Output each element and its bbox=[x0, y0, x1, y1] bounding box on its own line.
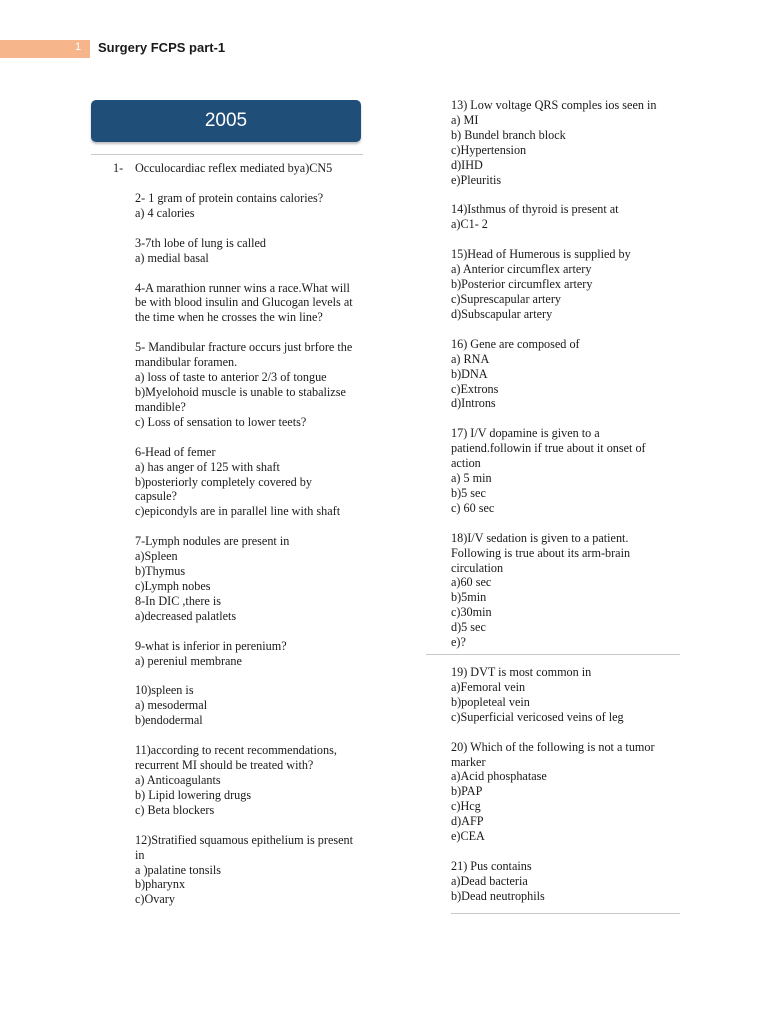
question-text: 9-what is inferior in perenium? bbox=[135, 638, 287, 653]
question-line: the time when he crosses the win line? bbox=[135, 310, 323, 325]
question-line: c)Extrons bbox=[451, 381, 499, 396]
question-text: 10)spleen is bbox=[135, 683, 194, 698]
question-text: 12)Stratified squamous epithelium is present bbox=[135, 832, 353, 847]
question-text: 18)I/V sedation is given to a patient. bbox=[451, 530, 629, 545]
question-text: 17) I/V dopamine is given to a bbox=[451, 426, 600, 441]
question-text: 20) Which of the following is not a tumor bbox=[451, 739, 655, 754]
document-title: Surgery FCPS part-1 bbox=[98, 40, 226, 55]
question-text: 7-Lymph nodules are present in bbox=[135, 534, 290, 549]
question-line: a) mesodermal bbox=[135, 698, 208, 713]
question-line: be with blood insulin and Glucogan levels at bbox=[135, 295, 353, 310]
question-line: a)60 sec bbox=[451, 575, 492, 590]
question-block bbox=[451, 247, 686, 322]
question-line: a) MI bbox=[451, 112, 479, 127]
question-text: 4-A marathion runner wins a race.What will bbox=[135, 280, 350, 295]
question-line: in bbox=[135, 847, 145, 862]
question-line: c)Lymph nobes bbox=[135, 578, 211, 593]
question-line: c) 60 sec bbox=[451, 500, 495, 515]
question-block bbox=[135, 236, 380, 266]
question-line: b)Posterior circumflex artery bbox=[451, 277, 593, 292]
question-line: c) Loss of sensation to lower teets? bbox=[135, 414, 307, 429]
question-line: marker bbox=[451, 754, 486, 769]
question-line: recurrent MI should be treated with? bbox=[135, 758, 314, 773]
question-line: b)PAP bbox=[451, 784, 483, 799]
question-line: c)30min bbox=[451, 605, 492, 620]
question-text: 19) DVT is most common in bbox=[451, 665, 592, 679]
question-line: a) RNA bbox=[451, 351, 490, 366]
question-block bbox=[135, 639, 380, 669]
question-line: a)decreased palatlets bbox=[135, 608, 237, 623]
question-line: d)IHD bbox=[451, 157, 483, 172]
question-line: e)CEA bbox=[451, 829, 485, 844]
question-text: 5- Mandibular fracture occurs just brfore the bbox=[135, 340, 353, 355]
question-line: mandibular foramen. bbox=[135, 355, 238, 370]
question-text: 13) Low voltage QRS comples ios seen in bbox=[451, 98, 657, 112]
question-line: c)Superficial vericosed veins of leg bbox=[451, 709, 624, 724]
question-line: d)Subscapular artery bbox=[451, 306, 553, 321]
left-question-column bbox=[113, 161, 380, 922]
question-line: b)5 sec bbox=[451, 485, 486, 500]
question-line: 8-In DIC ,there is bbox=[135, 593, 221, 608]
question-text: Occulocardiac reflex mediated bya)CN5 bbox=[135, 161, 333, 175]
question-line: e)Pleuritis bbox=[451, 172, 502, 187]
question-line: b) Lipid lowering drugs bbox=[135, 787, 252, 802]
question-block bbox=[135, 683, 380, 728]
question-text: 21) Pus contains bbox=[451, 858, 532, 873]
question-line: capsule? bbox=[135, 489, 177, 504]
question-line: a) 4 calories bbox=[135, 205, 195, 220]
question-line: d)5 sec bbox=[451, 620, 486, 635]
question-block bbox=[451, 665, 686, 725]
question-text: 3-7th lobe of lung is called bbox=[135, 235, 266, 250]
question-line: a)Femoral vein bbox=[451, 679, 526, 694]
question-line: b)pharynx bbox=[135, 877, 186, 892]
question-block bbox=[113, 161, 380, 176]
question-block bbox=[135, 191, 380, 221]
question-block bbox=[135, 340, 380, 429]
question-line: c) Beta blockers bbox=[135, 802, 215, 817]
question-text: 16) Gene are composed of bbox=[451, 336, 580, 351]
question-line: e)? bbox=[451, 635, 466, 650]
question-block bbox=[451, 740, 686, 844]
question-line: patiend.followin if true about it onset of bbox=[451, 441, 646, 456]
question-line: a) loss of taste to anterior 2/3 of tongue bbox=[135, 370, 327, 385]
question-line: action bbox=[451, 456, 481, 471]
question-text: 14)Isthmus of thyroid is present at bbox=[451, 202, 619, 217]
question-line: a)Dead bacteria bbox=[451, 873, 528, 888]
question-line: b)popleteal vein bbox=[451, 694, 530, 709]
question-line: a) medial basal bbox=[135, 250, 209, 265]
question-line: a )palatine tonsils bbox=[135, 862, 221, 877]
question-line: b)endodermal bbox=[135, 713, 203, 728]
question-block bbox=[451, 98, 686, 187]
question-line: a) has anger of 125 with shaft bbox=[135, 459, 280, 474]
question-block bbox=[451, 531, 686, 650]
question-block bbox=[135, 281, 380, 326]
question-line: a)Spleen bbox=[135, 549, 178, 564]
question-text: 11)according to recent recommendations, bbox=[135, 743, 337, 758]
question-line: b)5min bbox=[451, 590, 487, 605]
question-line: Following is true about its arm-brain bbox=[451, 545, 631, 560]
question-line: circulation bbox=[451, 560, 504, 575]
question-block bbox=[135, 534, 380, 623]
question-line: a) Anterior circumflex artery bbox=[451, 262, 592, 277]
question-line: a) 5 min bbox=[451, 471, 492, 486]
question-line: c)epicondyls are in parallel line with shaft bbox=[135, 504, 341, 519]
question-line: c)Ovary bbox=[135, 892, 175, 907]
year-heading: 2005 bbox=[204, 110, 248, 131]
question-block bbox=[135, 743, 380, 818]
question-line: d)Introns bbox=[451, 396, 496, 411]
question-line: b)DNA bbox=[451, 366, 488, 381]
question-block bbox=[451, 859, 686, 904]
question-text: 2- 1 gram of protein contains calories? bbox=[135, 190, 324, 205]
question-line: b)Myelohoid muscle is unable to stabalizse bbox=[135, 384, 346, 399]
question-block bbox=[451, 426, 686, 515]
right-question-column bbox=[451, 98, 686, 919]
question-line: c)Suprescapular artery bbox=[451, 291, 561, 306]
question-line: b) Bundel branch block bbox=[451, 127, 566, 142]
question-line: b)Dead neutrophils bbox=[451, 888, 545, 903]
question-line: c)Hcg bbox=[451, 799, 481, 814]
question-line: a)C1- 2 bbox=[451, 217, 488, 232]
question-block bbox=[135, 833, 380, 908]
question-line: a)Acid phosphatase bbox=[451, 769, 547, 784]
question-line: mandible? bbox=[135, 399, 186, 414]
question-line: c)Hypertension bbox=[451, 142, 527, 157]
question-text: 6-Head of femer bbox=[135, 444, 216, 459]
question-block bbox=[451, 337, 686, 412]
question-text: 15)Head of Humerous is supplied by bbox=[451, 247, 631, 262]
question-line: a) pereniul membrane bbox=[135, 653, 242, 668]
question-block bbox=[451, 202, 686, 232]
question-number: 1- bbox=[113, 161, 124, 175]
page-number: 1 bbox=[74, 41, 82, 53]
question-block bbox=[135, 445, 380, 520]
year-banner bbox=[91, 100, 361, 142]
question-line: a) Anticoagulants bbox=[135, 773, 221, 787]
question-line: d)AFP bbox=[451, 814, 484, 829]
question-line: b)posteriorly completely covered by bbox=[135, 474, 312, 489]
divider-left-top bbox=[91, 154, 363, 155]
question-line: b)Thymus bbox=[135, 564, 186, 579]
